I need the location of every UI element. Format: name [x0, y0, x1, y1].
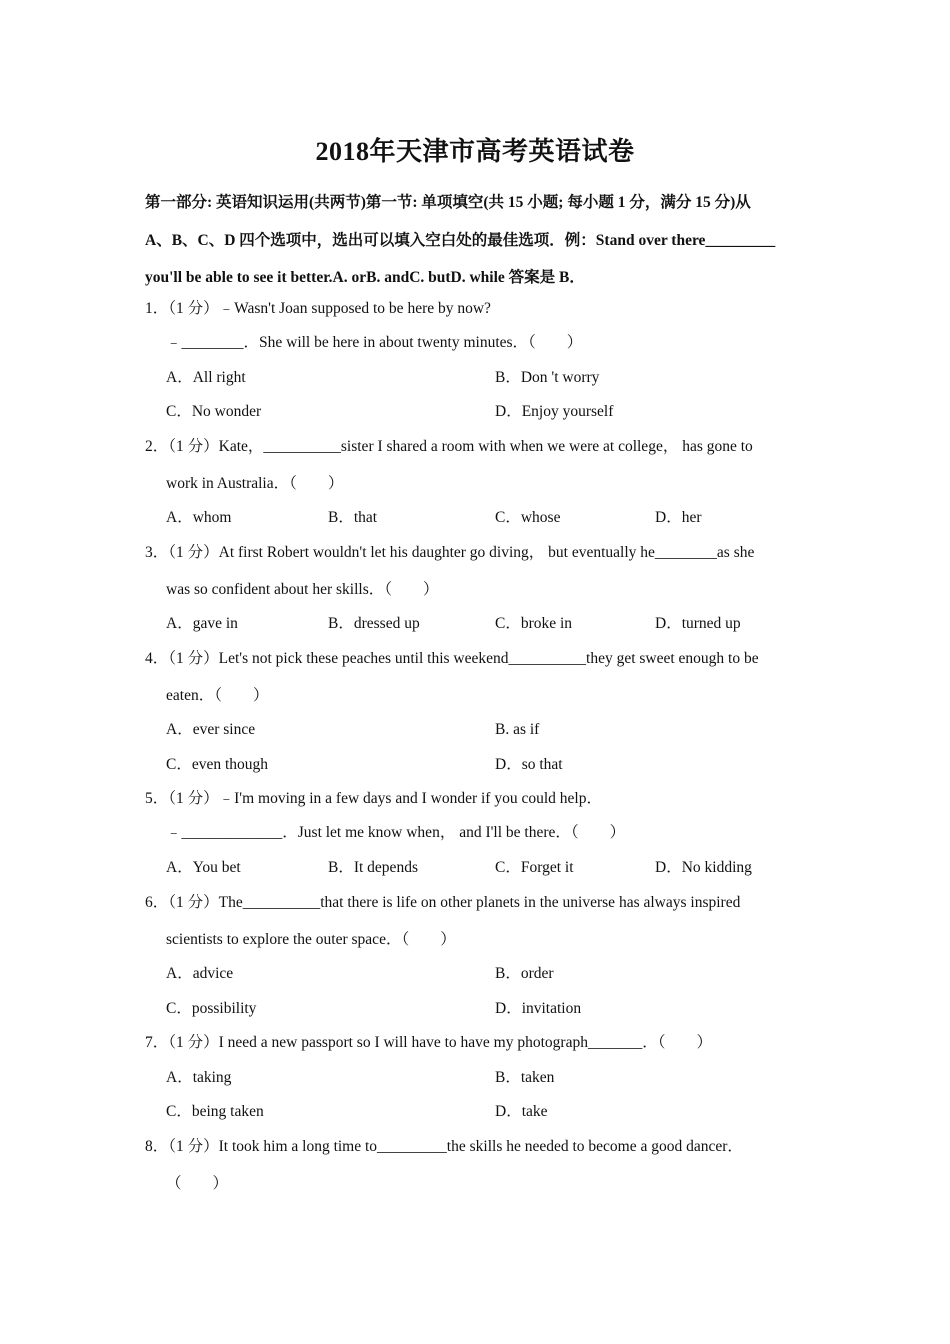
option-a[interactable]: A．All right: [166, 369, 246, 386]
option-d[interactable]: D．so that: [495, 756, 563, 773]
option-c[interactable]: C．even though: [166, 756, 269, 773]
option-c[interactable]: C．broke in: [495, 615, 573, 632]
option-a[interactable]: A．taking: [166, 1069, 232, 1086]
option-b[interactable]: B. as if: [495, 721, 540, 738]
question-3-stem: 3．（1 分）At first Robert wouldn't let his daughter go diving， but eventually he________as she: [145, 544, 755, 561]
option-c[interactable]: C．No wonder: [166, 403, 262, 420]
question-4-stem-cont: eaten．（ ）: [166, 687, 269, 704]
option-d[interactable]: D．No kidding: [655, 859, 752, 876]
question-6-stem: 6．（1 分）The__________that there is life on other planets in the universe has always inspired: [145, 894, 741, 911]
option-d[interactable]: D．her: [655, 509, 702, 526]
option-b[interactable]: B．Don 't worry: [495, 369, 600, 386]
option-a[interactable]: A．advice: [166, 965, 234, 982]
question-2-stem-cont: work in Australia．（ ）: [166, 475, 344, 492]
option-b[interactable]: B．It depends: [328, 859, 418, 876]
option-b[interactable]: B．dressed up: [328, 615, 420, 632]
option-a[interactable]: A．ever since: [166, 721, 256, 738]
question-1-stem-cont: ﹣________．She will be here in about twenty minutes．（ ）: [166, 334, 583, 351]
option-c[interactable]: C．possibility: [166, 1000, 257, 1017]
option-d[interactable]: D．take: [495, 1103, 548, 1120]
option-a[interactable]: A．whom: [166, 509, 232, 526]
option-b[interactable]: B．order: [495, 965, 554, 982]
instructions-line-2: A、B、C、D 四个选项中，选出可以填入空白处的最佳选项．例：Stand over there_________: [145, 232, 776, 249]
option-b[interactable]: B．that: [328, 509, 378, 526]
instructions-line-3: you'll be able to see it better.A. orB. andC. butD. while 答案是 B．: [145, 269, 585, 286]
option-d[interactable]: D．invitation: [495, 1000, 582, 1017]
option-d[interactable]: D．Enjoy yourself: [495, 403, 614, 420]
question-4-stem: 4．（1 分）Let's not pick these peaches until this weekend__________they get sweet enough to be: [145, 650, 759, 667]
question-5-stem-cont: ﹣_____________．Just let me know when， and I'll be there．（ ）: [166, 824, 626, 841]
question-8-stem: 8．（1 分）It took him a long time to_________the skills he needed to become a good dancer．: [145, 1138, 743, 1155]
option-c[interactable]: C．Forget it: [495, 859, 574, 876]
question-1-stem: 1．（1 分）﹣Wasn't Joan supposed to be here by now?: [145, 300, 491, 317]
option-b[interactable]: B．taken: [495, 1069, 555, 1086]
question-3-stem-cont: was so confident about her skills．（ ）: [166, 581, 439, 598]
option-a[interactable]: A．gave in: [166, 615, 238, 632]
option-c[interactable]: C．being taken: [166, 1103, 264, 1120]
option-c[interactable]: C．whose: [495, 509, 561, 526]
question-7-stem: 7．（1 分）I need a new passport so I will have to have my photograph_______．（ ）: [145, 1034, 712, 1051]
question-2-stem: 2．（1 分）Kate，__________sister I shared a room with when we were at college， has gone to: [145, 438, 753, 455]
option-d[interactable]: D．turned up: [655, 615, 741, 632]
question-6-stem-cont: scientists to explore the outer space．（ ）: [166, 931, 456, 948]
instructions-line-1: 第一部分: 英语知识运用(共两节)第一节: 单项填空(共 15 小题; 每小题 1 分，满分 15 分)从: [145, 194, 751, 211]
question-8-stem-cont: （ ）: [166, 1175, 229, 1192]
question-5-stem: 5．（1 分）﹣I'm moving in a few days and I wonder if you could help．: [145, 790, 602, 807]
page-title: 2018年天津市高考英语试卷: [315, 137, 635, 166]
option-a[interactable]: A．You bet: [166, 859, 241, 876]
